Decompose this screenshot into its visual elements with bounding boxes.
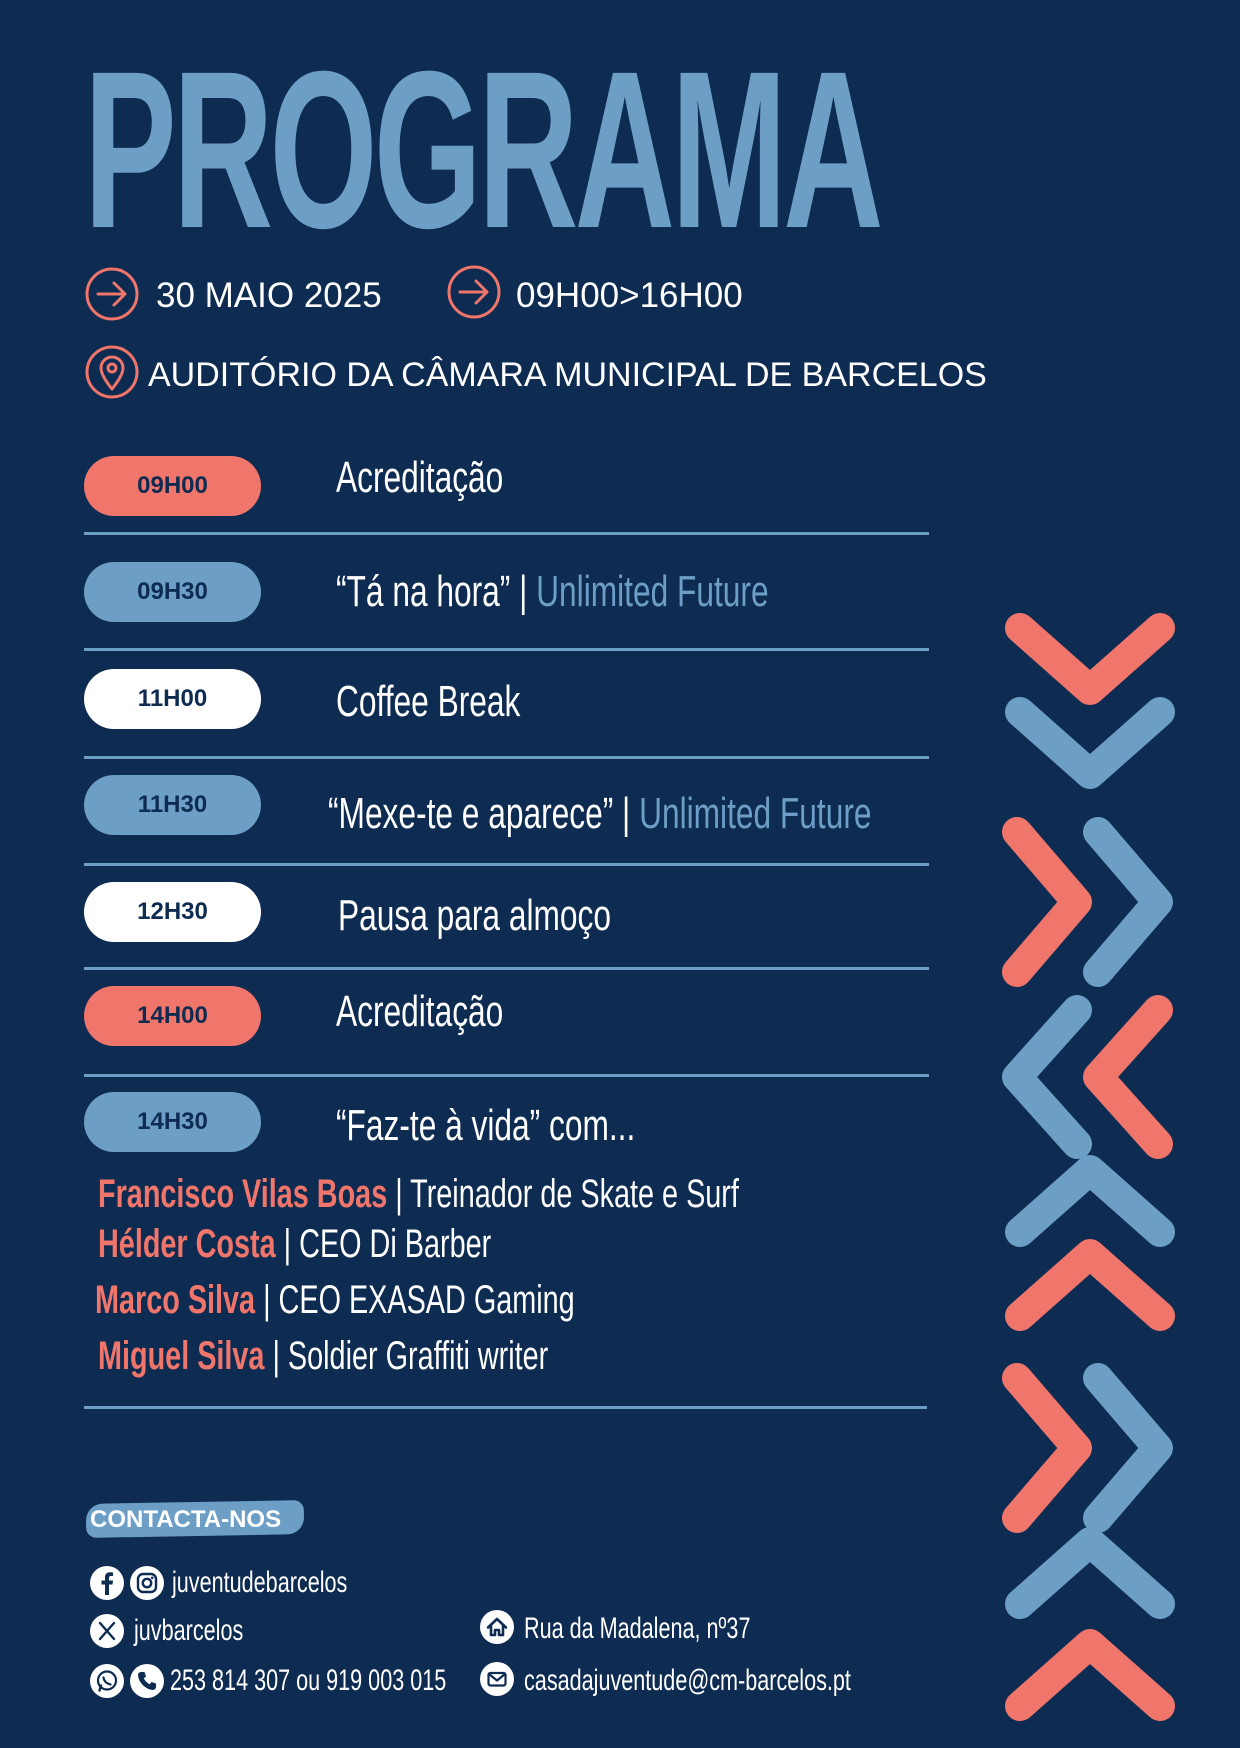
home-icon [480, 1610, 514, 1644]
facebook-icon[interactable] [90, 1566, 124, 1600]
arrow-circle-icon [84, 266, 140, 322]
email: casadajuventude@cm-barcelos.pt [524, 1664, 851, 1697]
chevron-right-icon [1098, 832, 1158, 972]
speaker-line: Miguel Silva | Soldier Graffiti writer [98, 1334, 549, 1378]
chevron-up-icon [1020, 1254, 1160, 1316]
schedule-time-badge: 14H30 [84, 1092, 261, 1152]
chevron-left-icon [1017, 1010, 1077, 1144]
schedule-item-title: “Faz-te à vida” com... [336, 1101, 636, 1150]
schedule-time-badge: 11H30 [84, 775, 261, 835]
x-handle: juvbarcelos [134, 1614, 244, 1647]
contact-heading: CONTACTA-NOS [90, 1506, 282, 1533]
location-pin-icon [84, 344, 140, 400]
arrow-circle-icon [446, 264, 502, 320]
event-location: AUDITÓRIO DA CÂMARA MUNICIPAL DE BARCELOS [148, 356, 987, 394]
chevron-right-icon [1098, 1378, 1158, 1518]
chevron-down-icon [1020, 628, 1160, 690]
chevron-right-icon [1017, 1378, 1077, 1518]
divider [84, 532, 929, 535]
schedule-item-title: “Mexe-te e aparece” | Unlimited Future [328, 789, 872, 838]
social-handle: juventudebarcelos [172, 1566, 348, 1599]
event-date: 30 MAIO 2025 [156, 276, 382, 315]
event-time-range: 09H00>16H00 [516, 276, 743, 315]
schedule-item-title: Acreditação [336, 453, 504, 502]
whatsapp-icon[interactable] [90, 1664, 124, 1698]
schedule-time-badge: 11H00 [84, 669, 261, 729]
divider [84, 756, 929, 759]
chevron-down-icon [1020, 712, 1160, 774]
chevron-left-icon [1098, 1010, 1158, 1144]
chevron-up-icon [1020, 1170, 1160, 1232]
phone-numbers: 253 814 307 ou 919 003 015 [170, 1664, 447, 1697]
schedule-item-title: “Tá na hora” | Unlimited Future [336, 567, 769, 616]
schedule-time-badge: 14H00 [84, 986, 261, 1046]
mail-icon[interactable] [480, 1662, 514, 1696]
schedule-time-badge: 09H30 [84, 562, 261, 622]
address: Rua da Madalena, nº37 [524, 1612, 751, 1645]
x-icon[interactable] [90, 1614, 124, 1648]
chevron-right-icon [1017, 832, 1077, 972]
speaker-line: Hélder Costa | CEO Di Barber [98, 1222, 492, 1266]
chevron-up-icon [1020, 1542, 1160, 1604]
schedule-item-title: Acreditação [336, 987, 504, 1036]
schedule-time-badge: 12H30 [84, 882, 261, 942]
schedule-item-title: Coffee Break [336, 677, 521, 726]
divider [84, 648, 929, 651]
phone-icon[interactable] [130, 1664, 164, 1698]
decorative-chevrons [990, 600, 1200, 1748]
schedule-time-badge: 09H00 [84, 456, 261, 516]
schedule-item-title: Pausa para almoço [338, 891, 611, 940]
divider [84, 863, 929, 866]
divider [84, 1074, 929, 1077]
divider [84, 1406, 927, 1409]
speaker-line: Marco Silva | CEO EXASAD Gaming [95, 1278, 575, 1322]
instagram-icon[interactable] [130, 1566, 164, 1600]
page-title: PROGRAMA [84, 25, 880, 275]
chevron-up-icon [1020, 1644, 1160, 1706]
speaker-line: Francisco Vilas Boas | Treinador de Skate e Surf [98, 1172, 739, 1216]
divider [84, 967, 929, 970]
